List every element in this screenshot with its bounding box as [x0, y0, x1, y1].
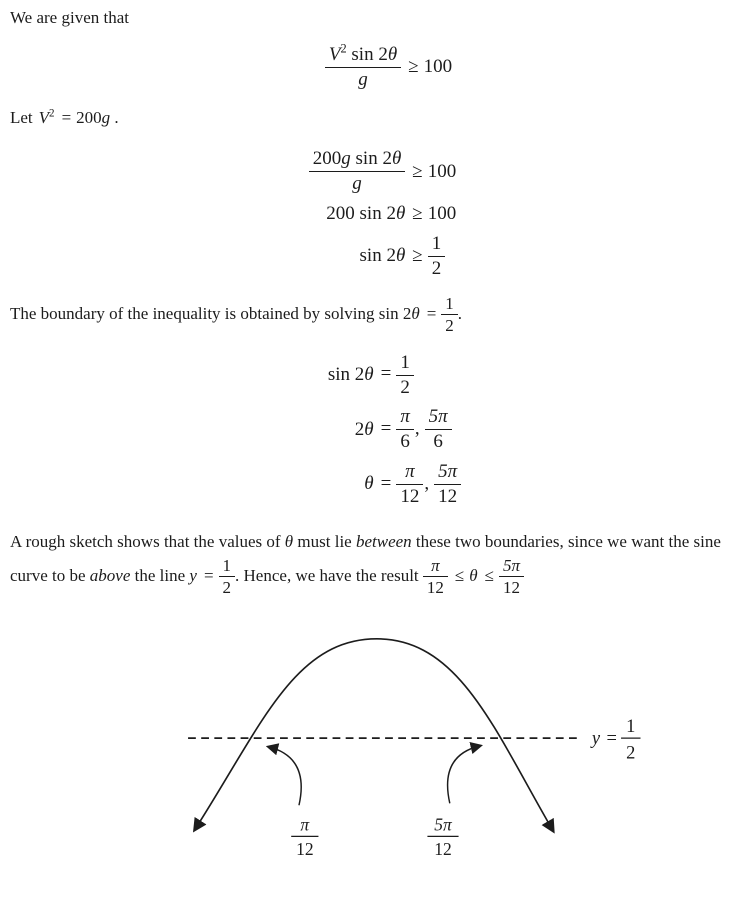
equals-symbol: = — [61, 108, 72, 128]
left-label-denominator: 12 — [296, 838, 314, 859]
derivation-line-3 — [309, 229, 456, 284]
left-annotation-arrow — [269, 747, 301, 805]
equation-rhs — [405, 144, 456, 199]
math-var-theta: θ — [391, 148, 402, 170]
fraction-five-pi-twelfth — [499, 556, 524, 598]
math-fn-sin: sin 2 — [350, 148, 392, 170]
fraction-numerator: π — [396, 461, 423, 485]
fraction-denominator: 6 — [400, 431, 410, 453]
intro-text: We are given that — [10, 8, 129, 27]
math-var-theta: θ — [387, 43, 398, 65]
equals-symbol: = — [426, 303, 437, 323]
right-boundary-label — [427, 814, 458, 858]
comma: , — [424, 472, 430, 494]
math-var-g: g — [352, 173, 362, 195]
left-boundary-label — [291, 814, 318, 858]
substitution-line — [10, 106, 731, 130]
math-var-theta: θ — [395, 202, 406, 224]
fraction-one-half — [219, 556, 236, 598]
label-equals: = — [606, 727, 617, 748]
fraction-numerator: π — [396, 406, 414, 430]
fraction-denominator: 12 — [438, 485, 458, 507]
math-fn-sin: sin 2 — [378, 303, 412, 323]
fraction-pi-twelfth — [396, 461, 423, 508]
fraction-one-half — [428, 233, 446, 280]
fraction-pi-twelfth — [423, 556, 448, 598]
math-var-g: g — [101, 108, 111, 128]
equals-symbol: = — [380, 418, 392, 440]
right-label-denominator: 12 — [434, 838, 452, 859]
sentence-text: the line — [130, 565, 190, 585]
equation-rhs — [405, 229, 456, 284]
math-var-g: g — [341, 148, 351, 170]
fraction-numerator: 1 — [428, 233, 446, 257]
equation-lhs — [309, 229, 406, 284]
equals-symbol: = — [380, 472, 392, 494]
math-fn-sin: sin 2 — [359, 245, 396, 267]
equals-symbol: = — [380, 363, 392, 385]
fraction-denominator: 2 — [431, 257, 442, 279]
fraction-one-half — [396, 352, 414, 399]
fraction-numerator: 5π — [434, 461, 461, 485]
comma: , — [414, 418, 420, 440]
math-var-theta: θ — [395, 245, 406, 267]
fraction-denominator: 12 — [426, 578, 444, 598]
relation-symbol: ≥ — [412, 244, 423, 266]
fraction-denominator — [325, 68, 401, 91]
fraction-numerator: 1 — [219, 556, 236, 578]
derivation-line-1 — [309, 144, 456, 199]
explanation-paragraph — [10, 528, 731, 598]
equals-symbol: = — [203, 565, 214, 585]
fraction-numerator: 1 — [441, 294, 458, 316]
equation-lhs — [328, 457, 374, 512]
equation-lhs — [328, 348, 374, 403]
fraction-denominator: 2 — [400, 376, 410, 398]
equation-lhs — [328, 402, 374, 457]
sentence-text: The boundary of the inequality is obtained by solving — [10, 303, 379, 323]
equation-rhs — [374, 402, 462, 457]
math-fn-sin: sin 2 — [346, 43, 388, 65]
label-half-numerator: 1 — [626, 716, 636, 737]
fraction-numerator: 5π — [499, 556, 524, 578]
math-var-theta: θ — [411, 303, 420, 323]
fraction-denominator: 2 — [222, 578, 232, 598]
math-var-theta: θ — [364, 364, 374, 386]
given-equation — [28, 41, 741, 91]
emphasis-between: between — [355, 531, 412, 551]
math-value: 100 — [427, 202, 457, 224]
math-var-theta: θ — [284, 531, 294, 551]
math-value: 200 — [76, 108, 102, 128]
sentence-text: these two boundaries, since we want the sine curve to be — [10, 531, 721, 585]
equation-lhs — [309, 144, 406, 199]
fraction-denominator: 12 — [502, 578, 520, 598]
math-fn-sin: sin 2 — [327, 364, 365, 386]
leq-symbol: ≤ — [484, 565, 494, 585]
math-var-g: g — [358, 68, 368, 90]
math-var-theta: θ — [469, 565, 478, 585]
solution-line-2 — [328, 402, 461, 457]
fraction-denominator — [309, 172, 406, 195]
math-var-y: y — [189, 565, 197, 585]
sentence-text: A rough sketch shows that the values of — [10, 531, 285, 551]
label-half-denominator: 2 — [626, 742, 636, 763]
solution-line-3 — [328, 457, 461, 512]
sentence-text: . Hence, we have the result — [235, 565, 423, 585]
derivation-block — [309, 144, 456, 283]
right-label-numerator: 5π — [434, 814, 452, 835]
fraction-numerator: π — [423, 556, 448, 578]
sine-curve — [195, 639, 553, 831]
relation-symbol: ≥ — [412, 202, 423, 224]
leq-symbol: ≤ — [454, 565, 465, 585]
emphasis-above: above — [89, 565, 131, 585]
fraction-given — [325, 41, 401, 91]
math-value: 200 — [312, 148, 342, 170]
fraction-denominator: 2 — [445, 316, 454, 336]
equation-rhs — [405, 199, 456, 229]
period: . — [110, 108, 119, 128]
solution-block — [328, 348, 461, 512]
math-value: 2 — [354, 418, 365, 440]
right-annotation-arrow — [448, 746, 480, 803]
math-exponent: 2 — [340, 41, 347, 56]
word-let: Let — [10, 108, 33, 128]
sketch-figure-container — [10, 620, 731, 863]
derivation-line-2 — [309, 199, 456, 229]
left-label-numerator: π — [300, 814, 310, 835]
fraction-denominator: 12 — [400, 485, 420, 507]
solution-line-1 — [328, 348, 461, 403]
math-exponent: 2 — [49, 107, 55, 120]
fraction-pi-sixth — [396, 406, 414, 453]
equation-lhs — [309, 199, 406, 229]
fraction-five-pi-sixth — [425, 406, 452, 453]
math-var-theta: θ — [364, 473, 374, 495]
fraction-numerator — [309, 148, 406, 172]
math-var-V: V — [328, 43, 341, 65]
fraction-one-half — [441, 294, 458, 336]
math-value: 100 — [423, 56, 453, 78]
fraction-five-pi-twelfth — [434, 461, 461, 508]
relation-symbol: ≥ — [412, 160, 423, 182]
fraction-denominator: 6 — [433, 431, 443, 453]
fraction-numerator: 1 — [396, 352, 414, 376]
half-line-label — [590, 716, 641, 762]
fraction-numerator: 5π — [425, 406, 452, 430]
math-var-V: V — [38, 108, 50, 128]
label-y: y — [591, 727, 601, 748]
sketch-figure — [10, 620, 731, 863]
fraction-numerator — [325, 41, 401, 68]
relation-symbol: ≥ — [408, 56, 419, 78]
period: . — [457, 303, 463, 323]
equation-rhs — [374, 348, 462, 403]
fraction — [309, 148, 406, 195]
math-fn-sin: 200 sin 2 — [326, 202, 396, 224]
equation-rhs — [374, 457, 462, 512]
boundary-text — [10, 294, 731, 336]
math-value: 100 — [427, 160, 457, 182]
sentence-text: must lie — [293, 531, 356, 551]
math-var-theta: θ — [364, 418, 374, 440]
